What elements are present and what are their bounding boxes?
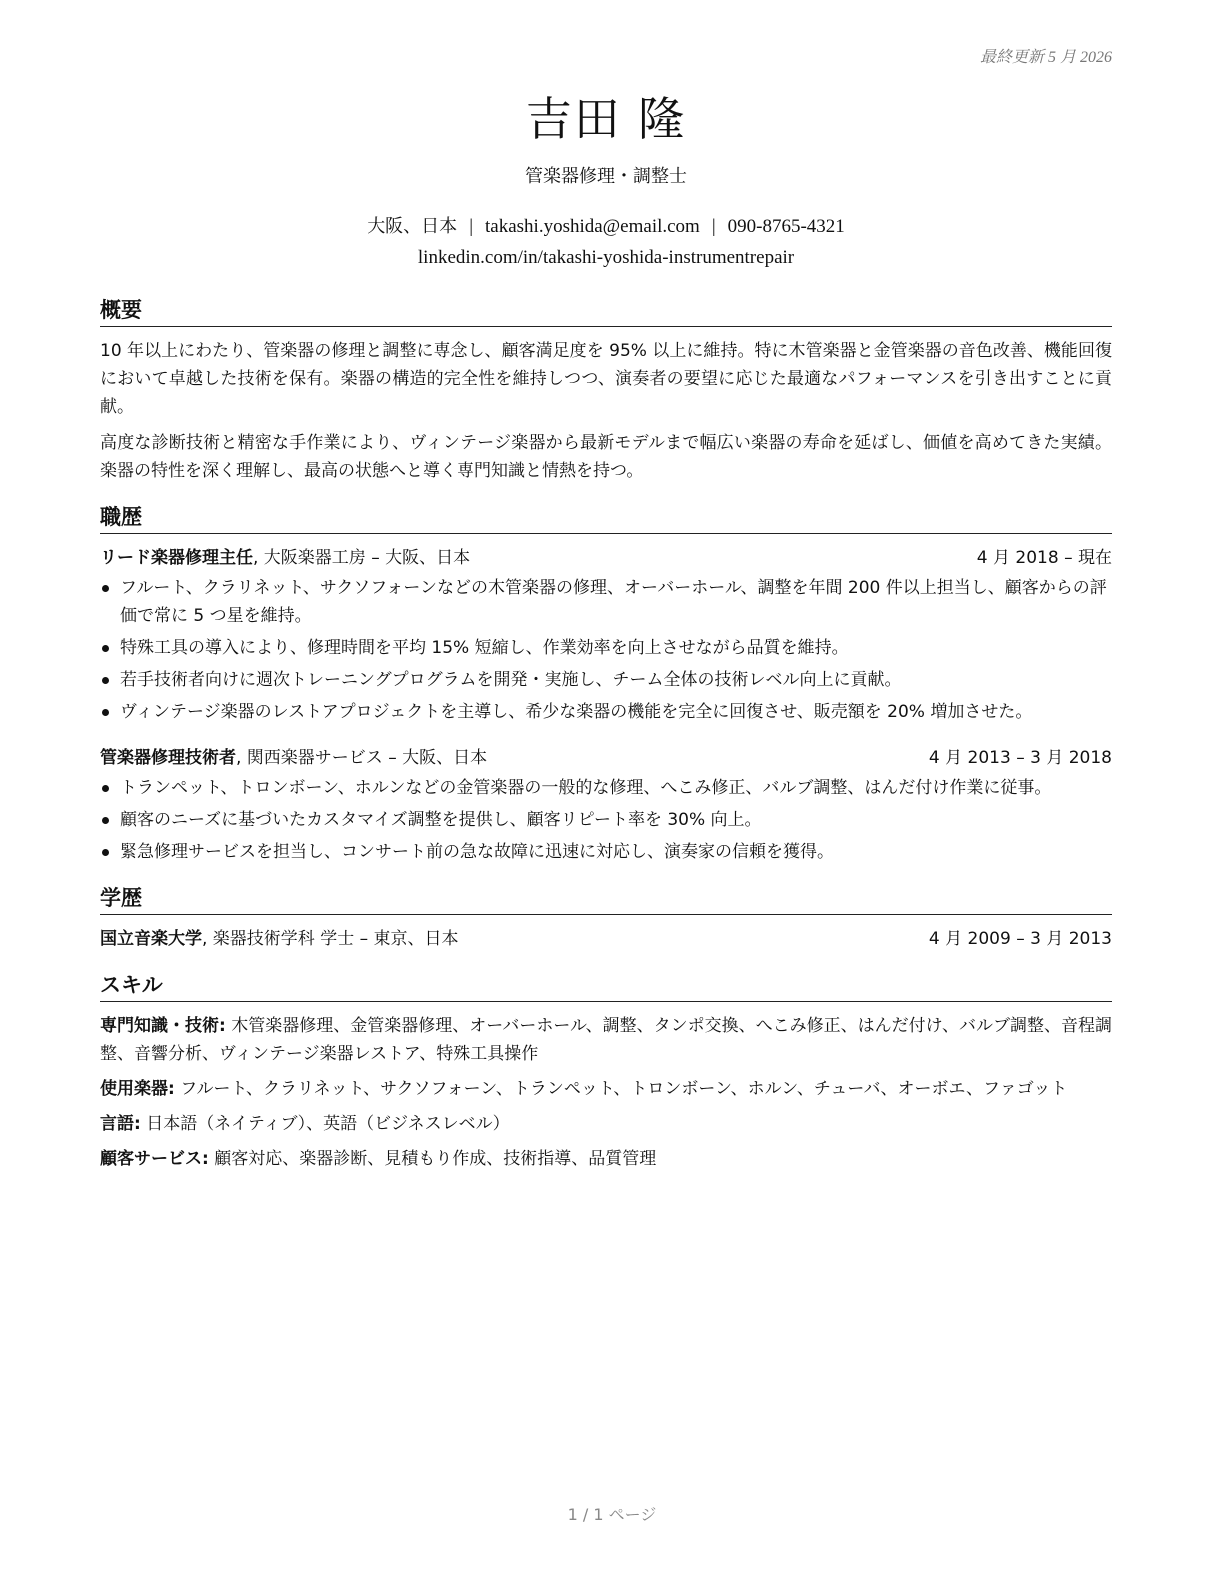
candidate-name: 吉田 隆 bbox=[525, 92, 687, 146]
resume-page bbox=[100, 0, 1112, 1180]
job-organization: , 大阪楽器工房 – 大阪、日本 bbox=[253, 548, 471, 568]
skill-value: 顧客対応、楽器診断、見積もり作成、技術指導、品質管理 bbox=[208, 1149, 657, 1169]
education-entry bbox=[100, 925, 1112, 953]
skill-row bbox=[100, 1145, 1112, 1173]
skill-row bbox=[100, 1012, 1112, 1068]
linkedin-link[interactable]: linkedin.com/in/takashi-yoshida-instrumentrepair bbox=[417, 247, 795, 268]
skill-row bbox=[100, 1075, 1112, 1103]
list-item: 特殊工具の導入により、修理時間を平均 15% 短縮し、作業効率を向上させながら品質を維持。 bbox=[100, 634, 1112, 662]
contact-line bbox=[100, 214, 1112, 240]
contact-email[interactable]: takashi.yoshida@email.com bbox=[485, 216, 700, 237]
contact-separator: | bbox=[469, 216, 473, 237]
education-dates: 4 月 2009 – 3 月 2013 bbox=[928, 929, 1112, 949]
last-updated-date: 最終更新 5 月 2026 bbox=[979, 49, 1112, 66]
skill-label: 言語: bbox=[100, 1114, 141, 1134]
job-title-line bbox=[100, 544, 470, 572]
job-title-line bbox=[100, 744, 487, 772]
skill-value: 日本語（ネイティブ）、英語（ビジネスレベル） bbox=[140, 1114, 510, 1134]
section-title-experience: 職歴 bbox=[100, 503, 1112, 534]
skill-label: 使用楽器: bbox=[100, 1079, 175, 1099]
skill-label: 専門知識・技術: bbox=[100, 1016, 226, 1036]
contact-phone[interactable]: 090-8765-4321 bbox=[727, 216, 845, 237]
skill-value: フルート、クラリネット、サクソフォーン、トランペット、トロンボーン、ホルン、チューバ、オーボエ、ファゴット bbox=[174, 1079, 1068, 1099]
skill-row bbox=[100, 1110, 1112, 1138]
section-title-skills: スキル bbox=[100, 971, 1112, 1002]
education-title-line bbox=[100, 925, 459, 953]
list-item: 緊急修理サービスを担当し、コンサート前の急な故障に迅速に対応し、演奏家の信頼を獲得。 bbox=[100, 838, 1112, 866]
contact-location: 大阪、日本 bbox=[367, 216, 458, 237]
job-role: リード楽器修理主任 bbox=[100, 548, 253, 568]
education-degree: , 楽器技術学科 学士 – 東京、日本 bbox=[202, 929, 459, 949]
list-item: 顧客のニーズに基づいたカスタマイズ調整を提供し、顧客リピート率を 30% 向上。 bbox=[100, 806, 1112, 834]
list-item: フルート、クラリネット、サクソフォーンなどの木管楽器の修理、オーバーホール、調整を年間 200 件以上担当し、顧客からの評価で常に 5 つ星を維持。 bbox=[100, 574, 1112, 630]
summary-paragraph: 高度な診断技術と精密な手作業により、ヴィンテージ楽器から最新モデルまで幅広い楽器の寿命を延ばし、価値を高めてきた実績。楽器の特性を深く理解し、最高の状態へと導く専門知識と情熱を持つ。 bbox=[100, 433, 1112, 481]
job-entry-header bbox=[100, 744, 1112, 772]
job-role: 管楽器修理技術者 bbox=[100, 748, 236, 768]
candidate-headline: 管楽器修理・調整士 bbox=[525, 166, 687, 187]
job-dates: 4 月 2013 – 3 月 2018 bbox=[928, 748, 1112, 768]
list-item: 若手技術者向けに週次トレーニングプログラムを開発・実施し、チーム全体の技術レベル向上に貢献。 bbox=[100, 666, 1112, 694]
skill-label: 顧客サービス: bbox=[100, 1149, 209, 1169]
job-bullet-list bbox=[100, 774, 1112, 866]
job-organization: , 関西楽器サービス – 大阪、日本 bbox=[236, 748, 488, 768]
section-title-education: 学歴 bbox=[100, 884, 1112, 915]
skill-value: 木管楽器修理、金管楽器修理、オーバーホール、調整、タンポ交換、へこみ修正、はんだ付け、バルブ調整、音程調整、音響分析、ヴィンテージ楽器レストア、特殊工具操作 bbox=[100, 1016, 1112, 1064]
education-school: 国立音楽大学 bbox=[100, 929, 202, 949]
page-number: 1 / 1 ページ bbox=[567, 1505, 657, 1524]
job-entry-header bbox=[100, 544, 1112, 572]
list-item: トランペット、トロンボーン、ホルンなどの金管楽器の一般的な修理、へこみ修正、バルブ調整、はんだ付け作業に従事。 bbox=[100, 774, 1112, 802]
job-bullet-list bbox=[100, 574, 1112, 726]
contact-separator: | bbox=[711, 216, 716, 237]
summary-paragraph: 10 年以上にわたり、管楽器の修理と調整に専念し、顧客満足度を 95% 以上に維持。特に木管楽器と金管楽器の音色改善、機能回復において卓越した技術を保有。楽器の構造的完全性を維持しつつ、演奏者の要望に応じた最適なパフォーマンスを引き出すことに貢献。 bbox=[100, 341, 1112, 417]
list-item: ヴィンテージ楽器のレストアプロジェクトを主導し、希少な楽器の機能を完全に回復させ、販売額を 20% 増加させた。 bbox=[100, 698, 1112, 726]
section-title-summary: 概要 bbox=[100, 296, 1112, 327]
job-dates: 4 月 2018 – 現在 bbox=[976, 548, 1112, 568]
